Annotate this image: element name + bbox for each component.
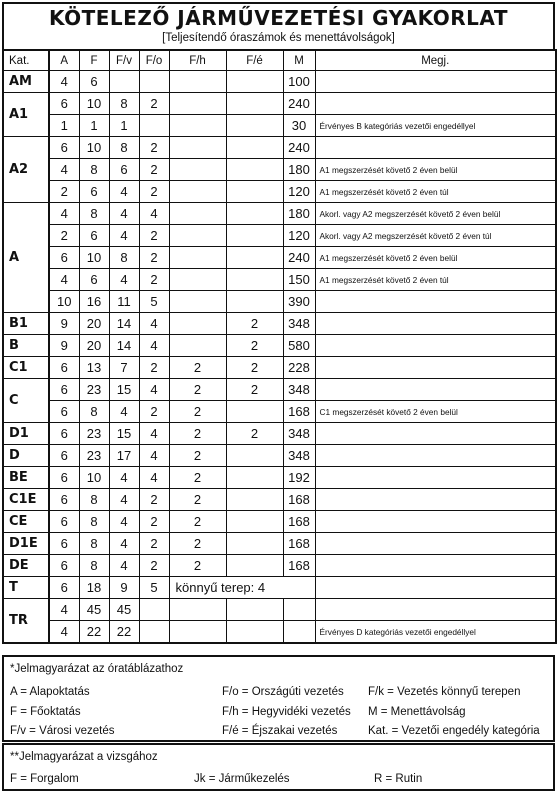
value-cell-a: 4 — [49, 599, 79, 621]
legend-item: F/v = Városi vezetés — [10, 725, 115, 737]
value-cell-fh — [169, 291, 226, 313]
note-cell — [315, 533, 556, 555]
value-cell-fe — [226, 181, 283, 203]
value-cell-m: 240 — [283, 93, 315, 115]
value-cell-fe — [226, 511, 283, 533]
value-cell-fv: 4 — [109, 225, 139, 247]
value-cell-fh — [169, 621, 226, 644]
value-cell-f: 6 — [79, 181, 109, 203]
value-cell-fh — [169, 313, 226, 335]
value-cell-f: 10 — [79, 93, 109, 115]
value-cell-fe — [226, 467, 283, 489]
legend-item: Kat. = Vezetői engedély kategória — [368, 725, 540, 737]
category-cell: BE — [3, 467, 49, 489]
note-cell — [315, 71, 556, 93]
value-cell-fo — [139, 71, 169, 93]
category-cell: C1 — [3, 357, 49, 379]
legend-title: **Jelmagyarázat a vizsgához — [10, 751, 158, 763]
category-cell: C1E — [3, 489, 49, 511]
value-cell-a: 2 — [49, 225, 79, 247]
value-cell-m: 150 — [283, 269, 315, 291]
value-cell-m: 168 — [283, 555, 315, 577]
table-row — [3, 115, 556, 137]
value-cell-fo: 4 — [139, 203, 169, 225]
value-cell-fv: 15 — [109, 423, 139, 445]
value-cell-f: 8 — [79, 489, 109, 511]
value-cell-f: 6 — [79, 269, 109, 291]
value-cell-fo — [139, 621, 169, 644]
hours-table — [2, 49, 557, 644]
value-cell-fo: 2 — [139, 93, 169, 115]
value-cell-fh: 2 — [169, 555, 226, 577]
value-cell-fh: 2 — [169, 423, 226, 445]
value-cell-fe — [226, 71, 283, 93]
note-cell — [315, 291, 556, 313]
legend-item: Jk = Járműkezelés — [194, 773, 290, 785]
value-cell-m: 228 — [283, 357, 315, 379]
value-cell-fe — [226, 489, 283, 511]
value-cell-fv: 22 — [109, 621, 139, 644]
note-cell — [315, 137, 556, 159]
value-cell-fh: 2 — [169, 533, 226, 555]
value-cell-fo: 2 — [139, 533, 169, 555]
value-cell-m: 240 — [283, 247, 315, 269]
value-cell-fh — [169, 159, 226, 181]
value-cell-fo: 2 — [139, 357, 169, 379]
value-cell-fh: 2 — [169, 511, 226, 533]
note-cell — [315, 423, 556, 445]
value-cell-fv: 4 — [109, 511, 139, 533]
value-cell-fv: 4 — [109, 489, 139, 511]
value-cell-fh — [169, 225, 226, 247]
value-cell-fv: 4 — [109, 401, 139, 423]
value-cell-fo: 4 — [139, 467, 169, 489]
note-cell — [315, 357, 556, 379]
table-row — [3, 357, 556, 379]
table-row — [3, 577, 556, 599]
value-cell-f: 45 — [79, 599, 109, 621]
note-cell: C1 megszerzését követő 2 éven belül — [315, 401, 556, 423]
value-cell-fh: 2 — [169, 445, 226, 467]
table-row — [3, 423, 556, 445]
value-cell-fo: 2 — [139, 269, 169, 291]
table-row — [3, 489, 556, 511]
legend-item: F/h = Hegyvidéki vezetés — [222, 706, 351, 718]
column-header: F/h — [169, 50, 226, 71]
category-cell: C — [3, 379, 49, 423]
value-cell-fv: 4 — [109, 533, 139, 555]
value-cell-fv: 4 — [109, 467, 139, 489]
note-cell: Akorl. vagy A2 megszerzését követő 2 éven belül — [315, 203, 556, 225]
note-cell: Akorl. vagy A2 megszerzését követő 2 éven túl — [315, 225, 556, 247]
value-cell-fv: 45 — [109, 599, 139, 621]
note-cell: Érvényes D kategóriás vezetői engedéllyel — [315, 621, 556, 644]
column-header: A — [49, 50, 79, 71]
value-cell-f: 8 — [79, 555, 109, 577]
value-cell-m: 120 — [283, 225, 315, 247]
value-cell-fh: 2 — [169, 379, 226, 401]
value-cell-a: 6 — [49, 445, 79, 467]
page-title: KÖTELEZŐ JÁRMŰVEZETÉSI GYAKORLAT — [49, 6, 508, 30]
value-cell-fh — [169, 247, 226, 269]
value-cell-a: 6 — [49, 247, 79, 269]
header — [2, 2, 555, 49]
category-cell: A1 — [3, 93, 49, 137]
value-cell-a: 9 — [49, 335, 79, 357]
value-cell-f: 10 — [79, 467, 109, 489]
legend-item: M = Menettávolság — [368, 706, 466, 718]
note-cell: Érvényes B kategóriás vezetői engedéllyel — [315, 115, 556, 137]
note-cell — [315, 93, 556, 115]
value-cell-fv: 14 — [109, 313, 139, 335]
value-cell-f: 8 — [79, 159, 109, 181]
value-cell-fo: 4 — [139, 445, 169, 467]
value-cell-f: 10 — [79, 137, 109, 159]
page-subtitle: [Teljesítendő óraszámok és menettávolságok] — [162, 32, 395, 44]
value-cell-a: 4 — [49, 621, 79, 644]
legend-item: F/o = Országúti vezetés — [222, 686, 344, 698]
value-cell-fv: 6 — [109, 159, 139, 181]
table-row — [3, 599, 556, 621]
value-cell-fo: 4 — [139, 335, 169, 357]
note-cell — [315, 313, 556, 335]
category-cell: A — [3, 203, 49, 313]
value-cell-fe — [226, 445, 283, 467]
table-row — [3, 313, 556, 335]
value-cell-m: 580 — [283, 335, 315, 357]
value-cell-fo: 2 — [139, 489, 169, 511]
value-cell-fh — [169, 203, 226, 225]
legend-item: F = Forgalom — [10, 773, 79, 785]
value-cell-f: 8 — [79, 203, 109, 225]
table-row — [3, 555, 556, 577]
table-row — [3, 533, 556, 555]
category-cell: D1 — [3, 423, 49, 445]
value-cell-fo: 4 — [139, 379, 169, 401]
value-cell-fe — [226, 93, 283, 115]
value-cell-f: 8 — [79, 401, 109, 423]
value-cell-fe: 2 — [226, 379, 283, 401]
column-header: F/v — [109, 50, 139, 71]
value-cell-m: 180 — [283, 159, 315, 181]
value-cell-a: 6 — [49, 137, 79, 159]
value-cell-fh: 2 — [169, 489, 226, 511]
category-cell: D1E — [3, 533, 49, 555]
value-cell-fo: 2 — [139, 511, 169, 533]
column-header: M — [283, 50, 315, 71]
value-cell-fe: 2 — [226, 357, 283, 379]
category-cell: AM — [3, 71, 49, 93]
value-cell-f: 18 — [79, 577, 109, 599]
category-cell: CE — [3, 511, 49, 533]
value-cell-fo: 2 — [139, 225, 169, 247]
value-cell-m: 180 — [283, 203, 315, 225]
value-cell-fe: 2 — [226, 335, 283, 357]
value-cell-fv: 7 — [109, 357, 139, 379]
value-cell-fo: 2 — [139, 247, 169, 269]
category-cell: TR — [3, 599, 49, 644]
value-cell-fv: 8 — [109, 247, 139, 269]
value-cell-f: 10 — [79, 247, 109, 269]
value-cell-fv: 4 — [109, 269, 139, 291]
table-row — [3, 93, 556, 115]
value-cell-m: 30 — [283, 115, 315, 137]
value-cell-fv: 8 — [109, 93, 139, 115]
value-cell-m: 348 — [283, 379, 315, 401]
value-cell-m: 348 — [283, 313, 315, 335]
table-row — [3, 445, 556, 467]
value-cell-a: 4 — [49, 203, 79, 225]
value-cell-fv: 9 — [109, 577, 139, 599]
note-cell — [315, 599, 556, 621]
note-cell — [315, 379, 556, 401]
column-header: Megj. — [315, 50, 556, 71]
value-cell-m: 240 — [283, 137, 315, 159]
value-cell-fe — [226, 533, 283, 555]
value-cell-a: 6 — [49, 555, 79, 577]
value-cell-a: 6 — [49, 401, 79, 423]
value-cell-fh — [169, 71, 226, 93]
value-cell-f: 1 — [79, 115, 109, 137]
note-cell: A1 megszerzését követő 2 éven túl — [315, 269, 556, 291]
category-cell: T — [3, 577, 49, 599]
value-cell-a: 6 — [49, 93, 79, 115]
value-cell-fo: 5 — [139, 577, 169, 599]
value-cell-f: 16 — [79, 291, 109, 313]
value-cell-fe — [226, 599, 283, 621]
legend-item: A = Alapoktatás — [10, 686, 90, 698]
value-cell-fo: 2 — [139, 401, 169, 423]
legend-item: F = Főoktatás — [10, 706, 81, 718]
value-cell-a: 6 — [49, 379, 79, 401]
value-cell-m: 192 — [283, 467, 315, 489]
value-cell-fo: 2 — [139, 137, 169, 159]
value-cell-fo: 2 — [139, 181, 169, 203]
value-cell-fv: 11 — [109, 291, 139, 313]
value-cell-fh — [169, 335, 226, 357]
value-cell-m: 100 — [283, 71, 315, 93]
value-cell-a: 6 — [49, 489, 79, 511]
note-cell: A1 megszerzését követő 2 éven belül — [315, 247, 556, 269]
value-cell-a: 2 — [49, 181, 79, 203]
table-row — [3, 159, 556, 181]
value-cell-f: 20 — [79, 335, 109, 357]
value-cell-fe — [226, 269, 283, 291]
category-cell: A2 — [3, 137, 49, 203]
legend-item: F/é = Éjszakai vezetés — [222, 725, 338, 737]
column-header: F — [79, 50, 109, 71]
value-cell-fv: 17 — [109, 445, 139, 467]
table-row — [3, 225, 556, 247]
value-cell-fv — [109, 71, 139, 93]
note-cell: A1 megszerzését követő 2 éven túl — [315, 181, 556, 203]
value-cell-fv: 4 — [109, 181, 139, 203]
table-header-row — [3, 50, 556, 71]
table-row — [3, 137, 556, 159]
value-cell-fe — [226, 555, 283, 577]
value-cell-fe — [226, 621, 283, 644]
value-cell-m: 348 — [283, 445, 315, 467]
column-header: Kat. — [3, 50, 49, 71]
value-cell-a: 6 — [49, 577, 79, 599]
value-cell-fh — [169, 269, 226, 291]
value-cell-m: 168 — [283, 401, 315, 423]
value-cell-a: 9 — [49, 313, 79, 335]
value-cell-fv: 1 — [109, 115, 139, 137]
table-row — [3, 291, 556, 313]
value-cell-fo — [139, 115, 169, 137]
table-row — [3, 621, 556, 644]
table-row — [3, 71, 556, 93]
value-cell-m: 168 — [283, 533, 315, 555]
value-cell-fh — [169, 181, 226, 203]
value-cell-a: 4 — [49, 71, 79, 93]
value-cell-f: 23 — [79, 379, 109, 401]
value-cell-f: 20 — [79, 313, 109, 335]
value-cell-fo — [139, 599, 169, 621]
value-cell-f: 23 — [79, 445, 109, 467]
value-cell-fe — [226, 115, 283, 137]
value-cell-m: 168 — [283, 511, 315, 533]
value-cell-a: 10 — [49, 291, 79, 313]
value-cell-fe — [226, 159, 283, 181]
table-row — [3, 269, 556, 291]
value-cell-fo: 5 — [139, 291, 169, 313]
value-cell-a: 6 — [49, 423, 79, 445]
value-cell-m — [283, 599, 315, 621]
value-cell-m: 348 — [283, 423, 315, 445]
value-cell-fv: 4 — [109, 203, 139, 225]
value-cell-fo: 2 — [139, 555, 169, 577]
value-cell-f: 8 — [79, 511, 109, 533]
value-cell-fh — [169, 115, 226, 137]
value-cell-fv: 8 — [109, 137, 139, 159]
note-cell — [315, 555, 556, 577]
value-cell-f: 6 — [79, 225, 109, 247]
value-cell-fe: 2 — [226, 313, 283, 335]
value-cell-fe: 2 — [226, 423, 283, 445]
value-cell-m: 390 — [283, 291, 315, 313]
value-cell-fv: 14 — [109, 335, 139, 357]
value-cell-fe — [226, 225, 283, 247]
value-cell-f: 23 — [79, 423, 109, 445]
table-row — [3, 203, 556, 225]
column-header: F/o — [139, 50, 169, 71]
column-header: F/é — [226, 50, 283, 71]
table-row — [3, 335, 556, 357]
legend-hours — [2, 655, 555, 742]
table-row — [3, 181, 556, 203]
category-cell: DE — [3, 555, 49, 577]
value-cell-fe — [226, 401, 283, 423]
value-cell-fv: 15 — [109, 379, 139, 401]
table-body — [3, 71, 556, 644]
value-cell-a: 4 — [49, 159, 79, 181]
value-cell-fh: 2 — [169, 401, 226, 423]
note-cell — [315, 577, 556, 599]
value-cell-a: 4 — [49, 269, 79, 291]
value-cell-fv: 4 — [109, 555, 139, 577]
value-cell-a: 1 — [49, 115, 79, 137]
table-row — [3, 379, 556, 401]
table-row — [3, 401, 556, 423]
value-cell-fe — [226, 291, 283, 313]
category-cell: B — [3, 335, 49, 357]
legend-title: *Jelmagyarázat az óratáblázathoz — [10, 663, 184, 675]
value-cell-a: 6 — [49, 511, 79, 533]
category-cell: B1 — [3, 313, 49, 335]
value-cell-fh: 2 — [169, 357, 226, 379]
value-cell-fh — [169, 137, 226, 159]
value-cell-a: 6 — [49, 467, 79, 489]
value-cell-fh — [169, 93, 226, 115]
table-row — [3, 467, 556, 489]
table-row — [3, 247, 556, 269]
value-cell-fo: 4 — [139, 423, 169, 445]
value-cell-fh — [169, 599, 226, 621]
legend-item: R = Rutin — [374, 773, 423, 785]
value-cell-f: 13 — [79, 357, 109, 379]
note-cell — [315, 511, 556, 533]
span-note-cell: könnyű terep: 4 — [169, 577, 315, 599]
value-cell-f: 22 — [79, 621, 109, 644]
value-cell-m — [283, 621, 315, 644]
note-cell — [315, 467, 556, 489]
value-cell-a: 6 — [49, 357, 79, 379]
value-cell-f: 6 — [79, 71, 109, 93]
value-cell-a: 6 — [49, 533, 79, 555]
value-cell-f: 8 — [79, 533, 109, 555]
value-cell-fo: 4 — [139, 313, 169, 335]
note-cell — [315, 445, 556, 467]
value-cell-fe — [226, 137, 283, 159]
category-cell: D — [3, 445, 49, 467]
legend-item: F/k = Vezetés könnyű terepen — [368, 686, 521, 698]
note-cell — [315, 335, 556, 357]
legend-exam — [2, 743, 555, 791]
value-cell-fe — [226, 247, 283, 269]
table-row — [3, 511, 556, 533]
value-cell-m: 120 — [283, 181, 315, 203]
note-cell: A1 megszerzését követő 2 éven belül — [315, 159, 556, 181]
value-cell-fh: 2 — [169, 467, 226, 489]
note-cell — [315, 489, 556, 511]
value-cell-fe — [226, 203, 283, 225]
value-cell-fo: 2 — [139, 159, 169, 181]
value-cell-m: 168 — [283, 489, 315, 511]
